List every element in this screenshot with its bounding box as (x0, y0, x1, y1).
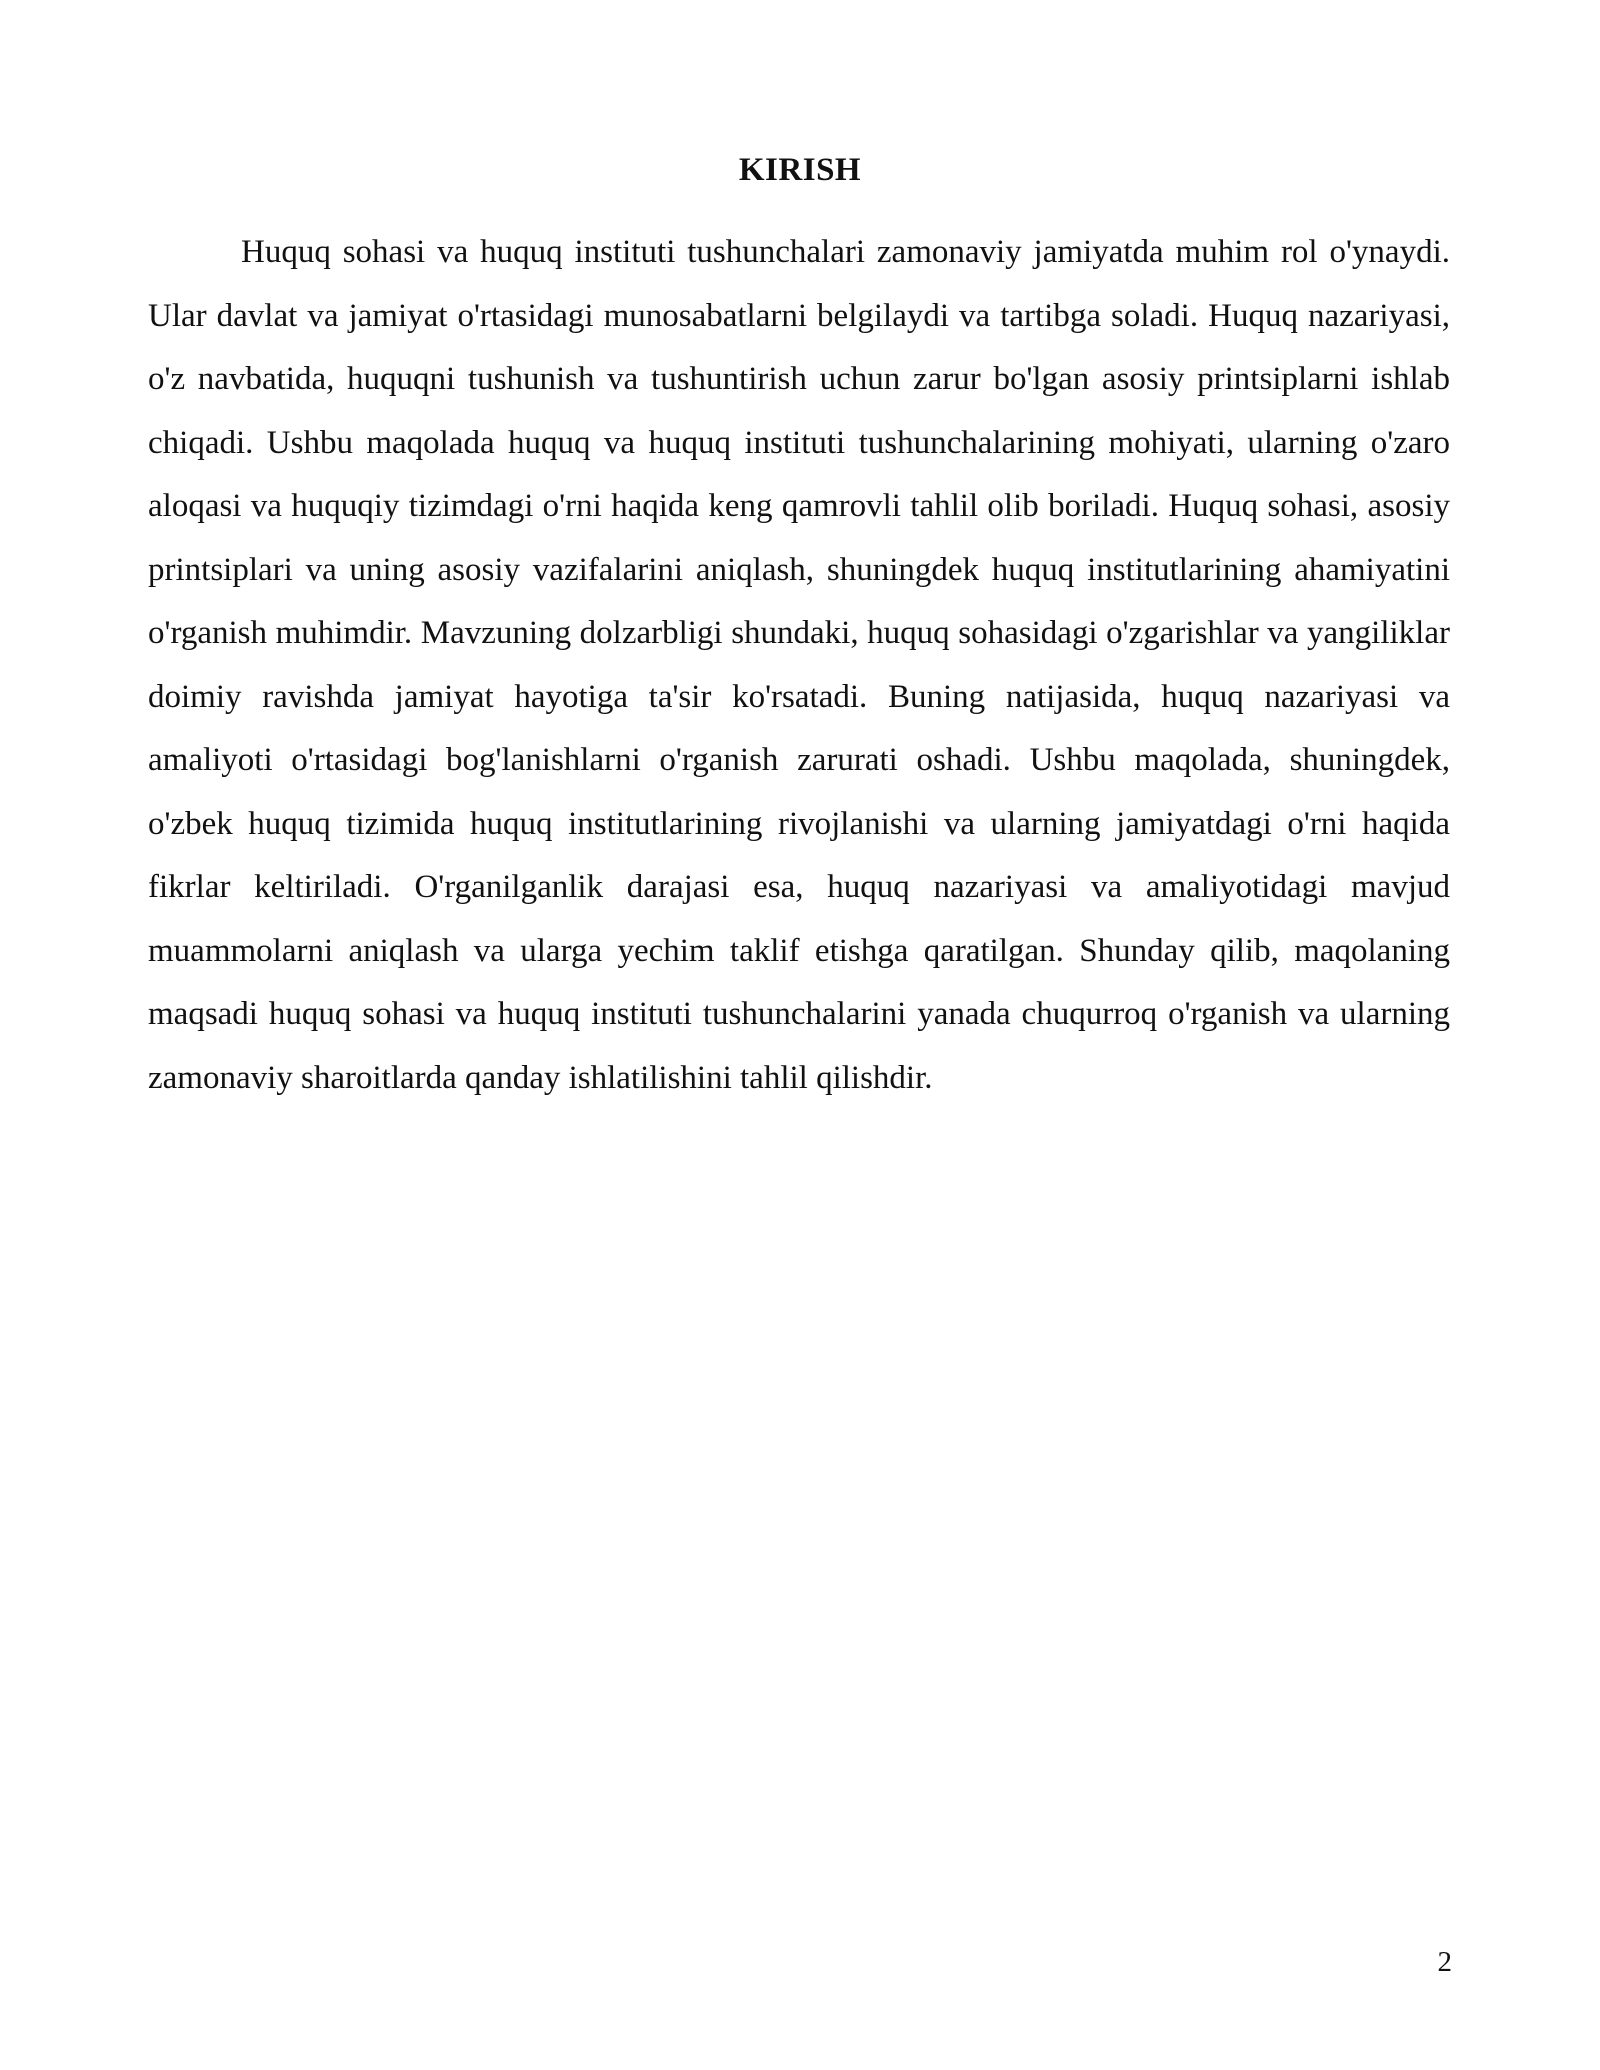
page-number: 2 (1437, 1946, 1452, 1978)
section-heading: KIRISH (738, 152, 862, 188)
body-paragraph: Huquq sohasi va huquq instituti tushunchalari zamonaviy jamiyatda muhim rol o'ynaydi. Ular davlat va jamiyat o'rtasidagi munosabatlarni belgilaydi va tartibga soladi. Huquq nazariyasi, o'z navbatida, huquqni tushunish va tushuntirish uchun zarur bo'lgan asosiy printsiplarni ishlab chiqadi. Ushbu maqolada huquq va huquq instituti tushunchalarining mohiyati, ularning o'zaro aloqasi va huquqiy tizimdagi o'rni haqida keng qamrovli tahlil olib boriladi. Huquq sohasi, asosiy printsiplari va uning asosiy vazifalarini aniqlash, shuningdek huquq institutlarining ahamiyatini o'rganish muhimdir. Mavzuning dolzarbligi shundaki, huquq sohasidagi o'zgarishlar va yangiliklar doimiy ravishda jamiyat hayotiga ta'sir ko'rsatadi. Buning natijasida, huquq nazariyasi va amaliyoti o'rtasidagi bog'lanishlarni o'rganish zarurati oshadi. Ushbu maqolada, shuningdek, o'zbek huquq tizimida huquq institutlarining rivojlanishi va ularning jamiyatdagi o'rni haqida fikrlar keltiriladi. O'rganilganlik darajasi esa, huquq nazariyasi va amaliyotidagi mavjud muammolarni aniqlash va ularga yechim taklif etishga qaratilgan. Shunday qilib, maqolaning maqsadi huquq sohasi va huquq instituti tushunchalarini yanada chuqurroq o'rganish va ularning zamonaviy sharoitlarda qanday ishlatilishini tahlil qilishdir. (148, 234, 1450, 1096)
